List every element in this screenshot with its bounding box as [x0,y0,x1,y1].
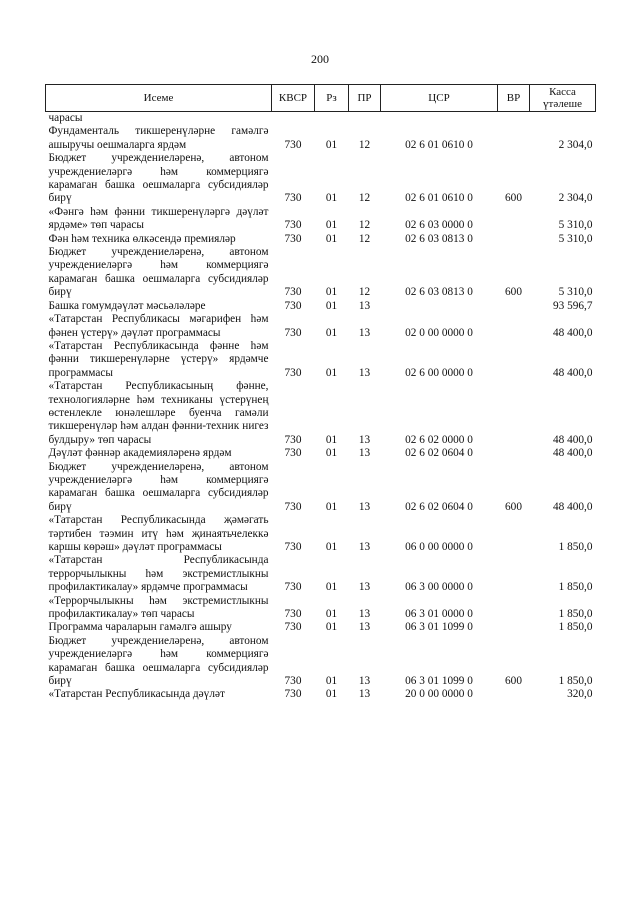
cell-sum: 48 400,0 [552,366,593,379]
cell-vr: 600 [505,675,522,688]
cell-vr: 600 [505,192,522,205]
cell-pr: 12 [358,219,371,232]
cell-name: «Татарстан Республикасында дәүләт [48,688,225,701]
cell-kvsr: 730 [284,581,302,594]
cell-csr: 02 0 00 0000 0 [405,326,473,339]
cell-vr [498,300,530,313]
cell-rz: 01 [325,299,338,312]
cell-csr: 02 6 00 0000 0 [405,366,473,379]
cell-sum: 1 850,0 [558,621,593,634]
cell-kvsr: 730 [284,688,302,701]
cell-csr: 20 0 00 0000 0 [405,688,473,701]
cell-rz: 01 [325,326,338,339]
cell-csr [381,112,498,126]
cell-csr: 02 6 03 0000 0 [405,219,473,232]
cell-name: «Террорчылыкны һәм экстремистлыкны профилактикалау» төп чарасы [48,594,269,621]
cell-rz: 01 [325,366,338,379]
header-sum: Касса үтәлеше [530,85,596,112]
table-row [46,112,596,126]
table-row [46,688,596,701]
table-row [46,152,596,206]
cell-sum: 48 400,0 [552,500,593,513]
table-row [46,300,596,313]
cell-vr: 600 [505,500,522,513]
cell-pr: 13 [358,688,371,701]
cell-kvsr: 730 [284,232,302,245]
table-header-row [46,85,596,112]
cell-name: «Татарстан Республикасында фәнне һәм фәнни тикшеренүләрне үстерү» ярдәмче программасы [48,339,269,379]
cell-pr: 13 [358,675,371,688]
table-row [46,554,596,594]
cell-rz [315,112,349,126]
cell-csr: 06 3 01 0000 0 [405,608,473,621]
cell-kvsr [272,112,315,126]
table-row [46,635,596,689]
cell-kvsr: 730 [284,299,302,312]
cell-sum: 1 850,0 [558,541,593,553]
cell-vr [498,112,530,126]
cell-pr: 12 [358,286,371,299]
cell-vr [498,233,530,246]
cell-csr: 02 6 03 0813 0 [405,286,473,299]
cell-rz: 01 [325,688,338,701]
cell-vr [498,313,530,340]
cell-csr: 06 3 01 1099 0 [405,621,473,634]
cell-pr: 13 [358,299,371,312]
cell-name: «Фәнгә һәм фәнни тикшеренүләргә дәүләт ярдәме» төп чарасы [48,205,269,232]
cell-pr: 13 [358,621,371,634]
cell-pr: 13 [358,433,371,446]
cell-sum: 1 850,0 [558,581,593,594]
budget-table [45,84,596,702]
cell-vr [498,554,530,594]
cell-pr: 13 [358,500,371,513]
header-pr: ПР [349,85,381,112]
cell-rz: 01 [325,433,338,446]
header-csr: ЦСР [381,85,498,112]
cell-sum: 48 400,0 [552,433,593,446]
header-kvsr: КВСР [272,85,315,112]
cell-kvsr: 730 [284,286,302,299]
cell-rz: 01 [325,192,338,205]
cell-pr: 13 [358,541,371,553]
cell-sum: 1 850,0 [558,608,593,621]
cell-name: Бюджет учреждениеләренә, автоном учреждениеләргә һәм коммерциягә карамаган башка оешмаларга субсидияләр бирү [48,634,269,688]
cell-pr: 13 [358,608,371,621]
cell-pr: 12 [358,138,371,151]
cell-rz: 01 [325,447,338,460]
cell-csr: 02 6 02 0604 0 [405,447,473,460]
header-rz: Рз [315,85,349,112]
cell-vr: 600 [505,286,522,299]
table-row [46,595,596,622]
cell-sum: 48 400,0 [552,447,593,460]
cell-name: чарасы [48,112,83,124]
cell-kvsr: 730 [284,447,302,460]
cell-kvsr: 730 [284,138,302,151]
cell-rz: 01 [325,608,338,621]
cell-name: Башка гомумдәүләт мәсьәләләре [48,299,206,312]
cell-name: Бюджет учреждениеләренә, автоном учреждениеләргә һәм коммерциягә карамаган башка оешмаларга субсидияләр бирү [48,152,269,205]
cell-kvsr: 730 [284,219,302,232]
cell-name: Программа чараларын гамәлгә ашыру [48,621,232,634]
cell-kvsr: 730 [284,500,302,513]
cell-rz: 01 [325,286,338,299]
cell-kvsr: 730 [284,621,302,634]
cell-vr [498,621,530,634]
table-row [46,340,596,380]
cell-name: «Татарстан Республикасында террорчылыкны һәм экстремистлыкны профилактикалау» ярдәмче программасы [48,554,269,594]
cell-kvsr: 730 [284,326,302,339]
table-row [46,447,596,460]
table-body [46,112,596,702]
cell-rz: 01 [325,675,338,688]
cell-name: Бюджет учреждениеләренә, автоном учреждениеләргә һәм коммерциягә карамаган башка оешмаларга субсидияләр бирү [48,460,269,513]
cell-name: «Татарстан Республикасында җәмәгать тәртибен тәэмин итү һәм җинаятьчелеккә каршы көрәш» дәүләт программасы [48,514,269,553]
cell-pr: 13 [358,581,371,594]
cell-csr [381,300,498,313]
table-row [46,514,596,554]
cell-sum: 2 304,0 [558,192,593,205]
cell-pr [349,112,381,126]
cell-pr: 13 [358,366,371,379]
cell-sum: 48 400,0 [552,326,593,339]
cell-csr: 06 3 01 1099 0 [405,675,473,688]
cell-sum: 2 304,0 [558,138,593,151]
table-row [46,206,596,233]
cell-pr: 12 [358,232,371,245]
cell-rz: 01 [325,541,338,553]
cell-vr [498,447,530,460]
cell-vr [498,514,530,554]
cell-kvsr: 730 [284,192,302,205]
header-name: Исеме [46,85,272,112]
table-row [46,233,596,246]
cell-name: Фундаменталь тикшеренүләрне гамәлгә ашыручы оешмаларга ярдәм [48,125,269,151]
table-row [46,461,596,515]
cell-sum: 93 596,7 [552,299,593,312]
cell-vr [498,125,530,152]
cell-csr: 06 0 00 0000 0 [405,541,473,553]
cell-vr [498,206,530,233]
cell-vr [498,595,530,622]
table-row [46,621,596,634]
cell-kvsr: 730 [284,366,302,379]
cell-kvsr: 730 [284,608,302,621]
cell-sum [530,112,596,126]
cell-vr [498,340,530,380]
cell-sum: 5 310,0 [558,219,593,232]
cell-pr: 13 [358,326,371,339]
cell-csr: 02 6 01 0610 0 [405,138,473,151]
cell-sum: 5 310,0 [558,232,593,245]
cell-rz: 01 [325,500,338,513]
table-row [46,125,596,152]
table-row [46,380,596,447]
cell-csr: 02 6 03 0813 0 [405,232,473,245]
header-vr: ВР [498,85,530,112]
cell-kvsr: 730 [284,675,302,688]
cell-name: «Татарстан Республикасы мәгарифен һәм фәнен үстерү» дәүләт программасы [48,313,269,339]
cell-pr: 12 [358,192,371,205]
cell-kvsr: 730 [284,541,302,553]
cell-rz: 01 [325,138,338,151]
cell-sum: 1 850,0 [558,675,593,688]
cell-rz: 01 [325,219,338,232]
cell-rz: 01 [325,232,338,245]
cell-rz: 01 [325,581,338,594]
cell-csr: 02 6 02 0604 0 [405,500,473,513]
table-row [46,246,596,300]
cell-vr [498,380,530,447]
cell-csr: 02 6 01 0610 0 [405,192,473,205]
page-number: 200 [311,52,329,66]
cell-sum: 320,0 [567,688,593,701]
cell-kvsr: 730 [284,433,302,446]
cell-vr [498,688,530,701]
cell-name: «Татарстан Республикасының фәнне, технологияләрне һәм техниканы үстерүнең өстенлекле юнәлешләре буенча гамәли тикшеренүләр һәм алдан фәнни-техник нигез булдыру» төп чарасы [48,380,269,446]
cell-sum: 5 310,0 [558,286,593,299]
cell-name: Дәүләт фәннәр академияләренә ярдәм [48,447,232,460]
cell-name: Бюджет учреждениеләренә, автоном учреждениеләргә һәм коммерциягә карамаган башка оешмаларга субсидияләр бирү [48,246,269,299]
cell-csr: 06 3 00 0000 0 [405,581,473,594]
cell-pr: 13 [358,447,371,460]
cell-rz: 01 [325,621,338,634]
cell-name: Фән һәм техника өлкәсендә премияләр [48,232,236,245]
cell-csr: 02 6 02 0000 0 [405,433,473,446]
table-row [46,313,596,340]
